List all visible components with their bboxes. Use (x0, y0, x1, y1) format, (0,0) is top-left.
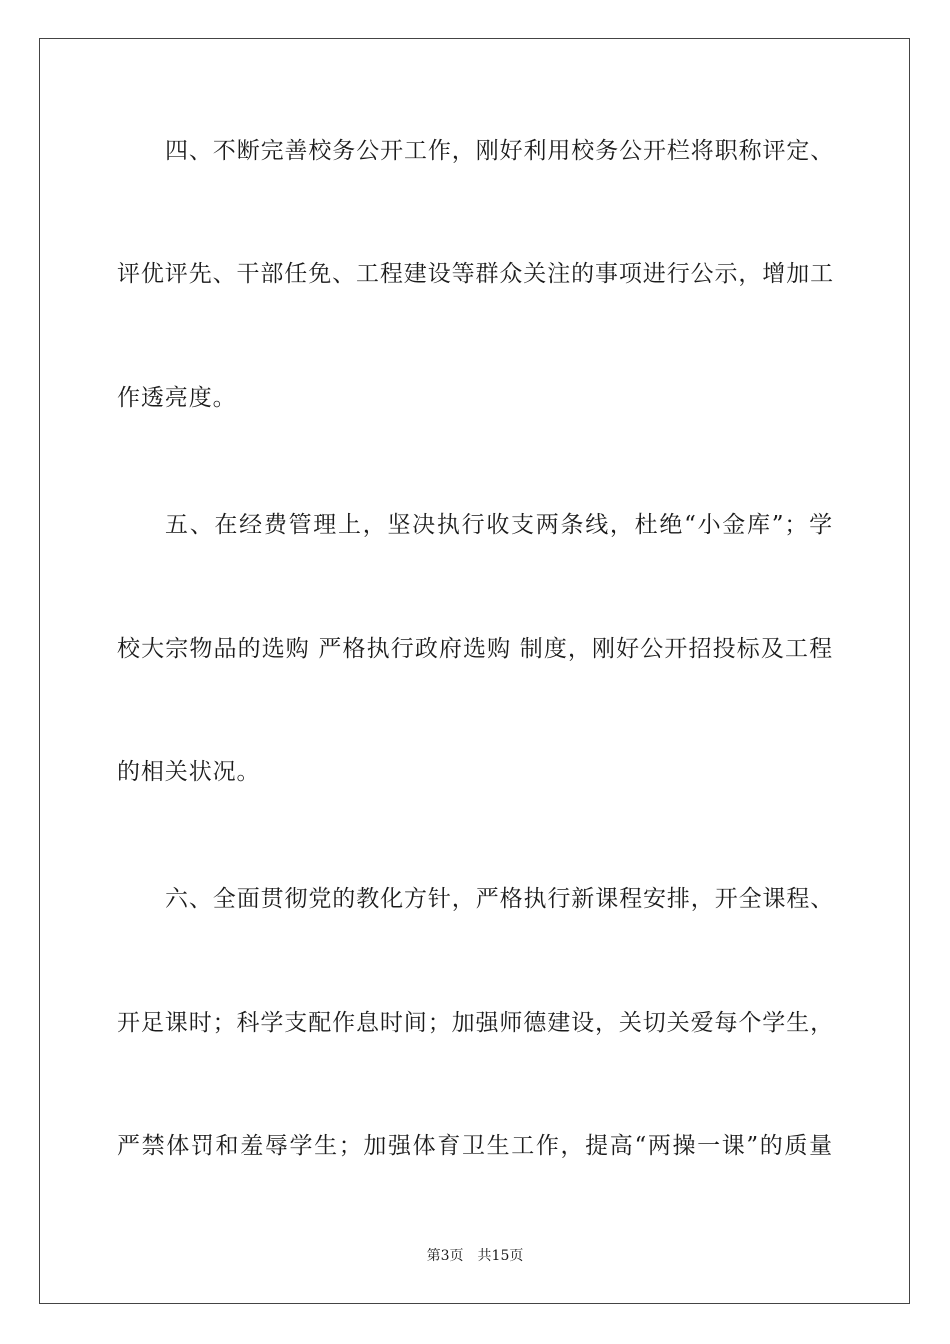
paragraph-6-line-1: 六、全面贯彻党的教化方针，严格执行新课程安排，开全课程、 (165, 886, 835, 912)
page-footer (0, 1247, 950, 1265)
paragraph-5-line-3: 的相关状况。 (117, 759, 261, 785)
paragraph-6-line-3: 严禁体罚和羞辱学生；加强体育卫生工作，提高“两操一课”的质量 (117, 1133, 833, 1159)
page-border (39, 38, 910, 1304)
paragraph-6-line-2: 开足课时；科学支配作息时间；加强师德建设，关切关爱每个学生， (117, 1010, 834, 1036)
paragraph-5-line-2: 校大宗物品的选购 严格执行政府选购 制度，刚好公开招投标及工程 (117, 636, 833, 662)
paragraph-4-line-3: 作透亮度。 (117, 385, 237, 411)
paragraph-5-line-1: 五、在经费管理上，坚决执行收支两条线，杜绝“小金库”；学 (165, 512, 833, 538)
total-page-count: 共15页 (477, 1248, 524, 1264)
paragraph-4-line-1: 四、不断完善校务公开工作，刚好利用校务公开栏将职称评定、 (165, 138, 835, 164)
paragraph-4-line-2: 评优评先、干部任免、工程建设等群众关注的事项进行公示，增加工 (117, 261, 834, 287)
current-page-number: 第3页 (426, 1248, 464, 1264)
